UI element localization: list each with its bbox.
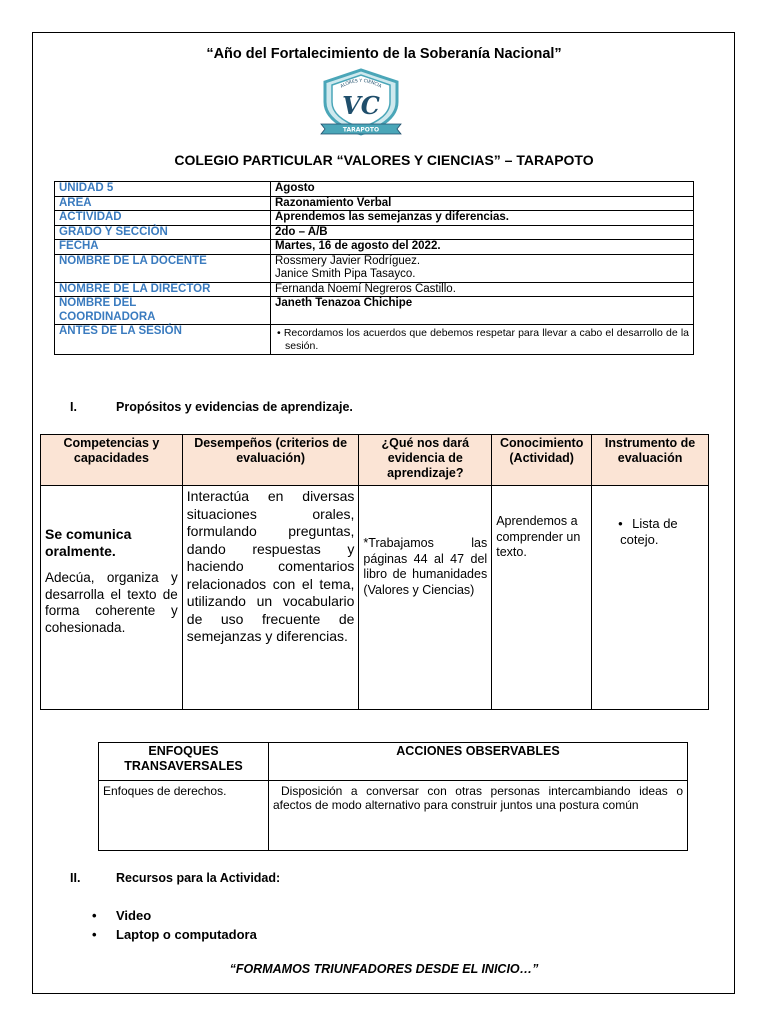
grado-label: GRADO Y SECCIÒN — [55, 225, 271, 240]
table-row — [99, 781, 688, 851]
session-info-table — [54, 181, 694, 355]
director-label: NOMBRE DE LA DIRECTOR — [55, 282, 271, 297]
accion-cell: Disposición a conversar con otras personas intercambiando ideas o afectos de modo alternativo para construir juntos una postura común — [269, 781, 688, 851]
table-row — [55, 211, 694, 226]
table-header-row — [41, 435, 709, 486]
antes-text: Recordamos los acuerdos que debemos respetar para llevar a cabo el desarrollo de la sesión. — [283, 327, 689, 352]
resources-list — [92, 906, 257, 944]
table-row — [55, 297, 694, 325]
header-instrumento: Instrumento de evaluación — [592, 435, 709, 486]
header-enfoques: ENFOQUES TRANSAVERSALES — [99, 743, 269, 781]
desempeno-cell — [182, 486, 359, 710]
table-row — [55, 325, 694, 355]
header-acciones: ACCIONES OBSERVABLES — [269, 743, 688, 781]
logo-arc-text: ALORES Y CIENCIA — [339, 78, 383, 90]
competencias-cell — [41, 486, 183, 710]
grado-value: 2do – A/B — [271, 225, 694, 240]
antes-value — [271, 325, 694, 355]
coordinadora-value: Janeth Tenazoa Chichipe — [271, 297, 694, 325]
section-heading-1 — [70, 400, 353, 414]
section-number: I. — [70, 400, 77, 414]
table-row — [55, 282, 694, 297]
instrumento-list — [596, 516, 704, 548]
enfoque-cell: Enfoques de derechos. — [99, 781, 269, 851]
school-title: COLEGIO PARTICULAR “VALORES Y CIENCIAS” – TARAPOTO — [174, 152, 594, 168]
enfoques-table — [98, 742, 688, 851]
logo-monogram: VC — [342, 91, 380, 120]
fecha-value: Martes, 16 de agosto del 2022. — [271, 240, 694, 255]
section-number: II. — [70, 871, 81, 885]
instrumento-cell — [592, 486, 709, 710]
docente-name-1: Rossmery Javier Rodríguez. — [275, 254, 421, 267]
antes-list — [275, 325, 689, 354]
area-label: AREA — [55, 196, 271, 211]
header-evidencia: ¿Qué nos dará evidencia de aprendizaje? — [359, 435, 492, 486]
logo-ribbon-text: TARAPOTO — [342, 126, 380, 134]
evidencia-cell — [359, 486, 492, 710]
director-value: Fernanda Noemí Negreros Castillo. — [271, 282, 694, 297]
school-logo — [311, 66, 411, 140]
evidencia-text: *Trabajamos las páginas 44 al 47 del libro de humanidades (Valores y Ciencias) — [363, 536, 488, 597]
actividad-value: Aprendemos las semejanzas y diferencias. — [271, 211, 694, 226]
actividad-label: ACTIVIDAD — [55, 211, 271, 226]
table-row — [41, 486, 709, 710]
list-item: • Recordamos los acuerdos que debemos respetar para llevar a cabo el desarrollo de la sesión. — [277, 327, 689, 352]
section-title: Recursos para la Actividad: — [116, 871, 281, 885]
list-item: • Video — [92, 906, 257, 925]
area-value: Razonamiento Verbal — [271, 196, 694, 211]
unidad-value: Agosto — [271, 182, 694, 197]
section-title: Propósitos y evidencias de aprendizaje. — [116, 400, 353, 414]
header-conocimiento: Conocimiento (Actividad) — [492, 435, 592, 486]
header-desempenos: Desempeños (criterios de evaluación) — [182, 435, 359, 486]
antes-label: ANTES DE LA SESIÓN — [55, 325, 271, 355]
table-row — [55, 182, 694, 197]
header-competencias: Competencias y capacidades — [41, 435, 183, 486]
docente-name-2: Janice Smith Pipa Tasayco. — [275, 268, 416, 280]
list-item: • Laptop o computadora — [92, 925, 257, 944]
fecha-label: FECHA — [55, 240, 271, 255]
desempeno-text: Interactúa en diversas situaciones orales, formulando preguntas, dando respuestas y haciendo comentarios relacionados con el tema, utilizando un vocabulario de uso frecuente de semejanzas y diferencias. — [186, 488, 355, 644]
competencias-table — [40, 434, 709, 710]
docente-label: NOMBRE DE LA DOCENTE — [55, 254, 271, 282]
competencia-name: Se comunica oralmente. — [45, 526, 132, 559]
capacidad-text: Adecúa, organiza y desarrolla el texto de forma coherente y cohesionada. — [45, 570, 178, 635]
conocimiento-text: Aprendemos a comprender un texto. — [496, 514, 581, 559]
table-row — [55, 240, 694, 255]
docente-value — [271, 254, 694, 282]
motto: “FORMAMOS TRIUNFADORES DESDE EL INICIO…” — [229, 962, 539, 976]
unidad-label: UNIDAD 5 — [55, 182, 271, 197]
conocimiento-cell — [492, 486, 592, 710]
section-heading-2 — [70, 871, 280, 885]
table-row — [55, 225, 694, 240]
table-header-row — [99, 743, 688, 781]
table-row — [55, 254, 694, 282]
list-item: • Lista de cotejo. — [620, 516, 704, 548]
table-row — [55, 196, 694, 211]
year-title: “Año del Fortalecimiento de la Soberanía Nacional” — [206, 46, 562, 62]
coordinadora-label: NOMBRE DEL COORDINADORA — [55, 297, 271, 325]
